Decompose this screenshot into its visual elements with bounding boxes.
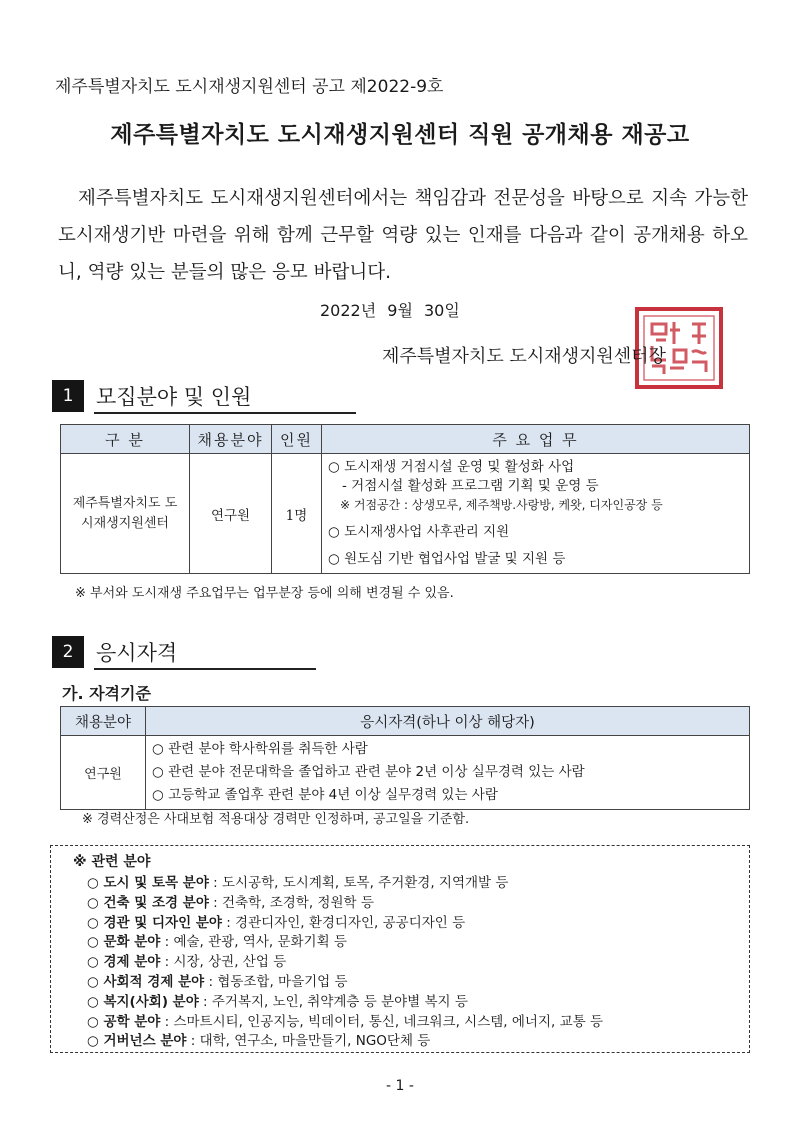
section-1-heading bbox=[52, 380, 251, 412]
table-row bbox=[61, 736, 750, 810]
role-cell: 연구원 bbox=[61, 736, 146, 810]
section-underline bbox=[94, 412, 356, 414]
field-name: ○ 복지(사회) 분야 bbox=[87, 993, 199, 1010]
list-item bbox=[87, 953, 737, 973]
qualification-subtitle: 가. 자격기준 bbox=[62, 684, 151, 703]
field-name: ○ 건축 및 조경 분야 bbox=[87, 894, 209, 911]
section-title: 응시자격 bbox=[96, 641, 178, 665]
related-fields-box bbox=[50, 845, 750, 1053]
qualification-table bbox=[60, 706, 750, 810]
header-duties: 주 요 업 무 bbox=[322, 425, 750, 454]
list-item bbox=[87, 914, 737, 934]
duty-item: ○ 도시재생 거점시설 운영 및 활성화 사업 bbox=[328, 459, 575, 475]
table-header-row bbox=[61, 425, 750, 454]
duty-subitem: - 거점시설 활성화 프로그램 기획 및 운영 등 bbox=[342, 478, 599, 494]
header-requirement: 응시자격(하나 이상 해당자) bbox=[146, 707, 750, 736]
division-cell: 제주특별자치도 도시재생지원센터 bbox=[61, 454, 190, 574]
duty-item: ○ 도시재생사업 사후관리 지원 bbox=[328, 524, 510, 540]
section-number: 1 bbox=[52, 380, 84, 412]
notice-date: 2022년 9월 30일 bbox=[320, 301, 460, 320]
field-desc: : 주거복지, 노인, 취약계층 등 분야별 복지 등 bbox=[198, 993, 468, 1010]
section-2-heading bbox=[52, 636, 177, 668]
recruitment-table bbox=[60, 424, 750, 574]
field-desc: : 시장, 상권, 산업 등 bbox=[160, 954, 287, 971]
field-cell: 연구원 bbox=[190, 454, 272, 574]
table-header-row bbox=[61, 707, 750, 736]
list-item bbox=[87, 894, 737, 914]
field-desc: : 스마트시티, 인공지능, 빅데이터, 통신, 네크워크, 시스템, 에너지, 교통 등 bbox=[160, 1013, 603, 1030]
requirement-item: ○ 관련 분야 전문대학을 졸업하고 관련 분야 2년 이상 실무경력 있는 사람 bbox=[152, 764, 585, 780]
notice-number: 제주특별자치도 도시재생지원센터 공고 제2022-9호 bbox=[55, 77, 444, 97]
list-item bbox=[87, 973, 737, 993]
section-1-note: ※ 부서와 도시재생 주요업무는 업무분장 등에 의해 변경될 수 있음. bbox=[75, 586, 454, 601]
field-name: ○ 사회적 경제 분야 bbox=[87, 973, 205, 990]
section-title: 모집분야 및 인원 bbox=[96, 385, 252, 409]
field-desc: : 예술, 관광, 역사, 문화기획 등 bbox=[160, 934, 347, 951]
requirements-cell bbox=[146, 736, 750, 810]
field-name: ○ 문화 분야 bbox=[87, 934, 161, 951]
field-name: ○ 거버넌스 분야 bbox=[87, 1033, 187, 1050]
related-fields-title: ※ 관련 분야 bbox=[73, 854, 151, 870]
field-name: ○ 경관 및 디자인 분야 bbox=[87, 914, 222, 931]
requirement-item: ○ 고등학교 졸업후 관련 분야 4년 이상 실무경력 있는 사람 bbox=[152, 787, 498, 803]
section-number: 2 bbox=[52, 636, 84, 668]
field-desc: : 대학, 연구소, 마을만들기, NGO단체 등 bbox=[186, 1033, 431, 1050]
section-2-note: ※ 경력산정은 사대보험 적용대상 경력만 인정하며, 공고일을 기준함. bbox=[82, 812, 470, 827]
field-desc: : 도시공학, 도시계획, 토목, 주거환경, 지역개발 등 bbox=[208, 875, 509, 891]
table-row bbox=[61, 454, 750, 574]
signer: 제주특별자치도 도시재생지원센터장 bbox=[382, 346, 666, 367]
header-field: 채용분야 bbox=[190, 425, 272, 454]
list-item bbox=[87, 874, 737, 894]
field-name: ○ 도시 및 토목 분야 bbox=[87, 875, 209, 891]
count-cell: 1명 bbox=[272, 454, 322, 574]
header-division: 구 분 bbox=[61, 425, 190, 454]
header-count: 인원 bbox=[272, 425, 322, 454]
header-field: 채용분야 bbox=[61, 707, 146, 736]
section-underline bbox=[94, 668, 316, 670]
page-number: - 1 - bbox=[386, 1078, 414, 1094]
field-desc: : 협동조합, 마을기업 등 bbox=[204, 973, 348, 990]
field-desc: : 경관디자인, 환경디자인, 공공디자인 등 bbox=[221, 914, 466, 931]
intro-paragraph: 제주특별자치도 도시재생지원센터에서는 책임감과 전문성을 바탕으로 지속 가능한 도시재생기반 마련을 위해 함께 근무할 역량 있는 인재를 다음과 같이 공개채용 하오니, 역량 있는 분들의 많은 응모 바랍니다. bbox=[58, 188, 748, 283]
duty-note: ※ 거점공간 : 상생모루, 제주책방.사랑방, 케왓, 디자인공장 등 bbox=[340, 498, 663, 512]
field-desc: : 건축학, 조경학, 정원학 등 bbox=[208, 894, 374, 911]
duty-item: ○ 원도심 기반 협업사업 발굴 및 지원 등 bbox=[328, 551, 566, 567]
list-item bbox=[87, 933, 737, 953]
field-name: ○ 공학 분야 bbox=[87, 1013, 161, 1030]
list-item bbox=[87, 993, 737, 1013]
requirement-item: ○ 관련 분야 학사학위를 취득한 사람 bbox=[152, 741, 368, 757]
page-title: 제주특별자치도 도시재생지원센터 직원 공개채용 재공고 bbox=[110, 122, 690, 148]
field-name: ○ 경제 분야 bbox=[87, 954, 161, 971]
list-item bbox=[87, 1032, 737, 1052]
list-item bbox=[87, 1013, 737, 1033]
duties-cell bbox=[322, 454, 750, 574]
